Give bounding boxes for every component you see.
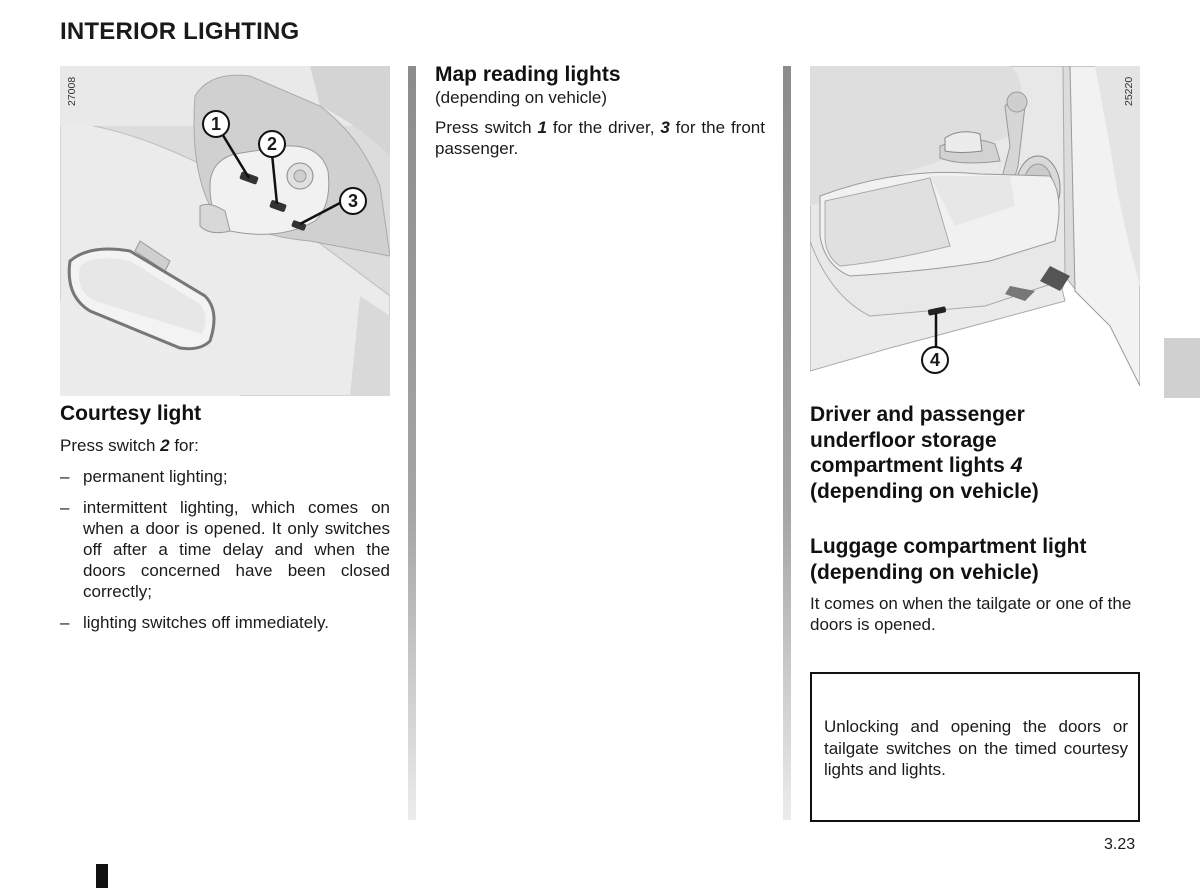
map-text-2: for the driver,	[546, 118, 661, 137]
underfloor-line-4: (depending on vehicle)	[810, 479, 1039, 503]
dash-bullet: –	[60, 613, 70, 632]
column-separator-right	[783, 66, 791, 820]
dash-bullet: –	[60, 498, 70, 517]
map-reading-heading: Map reading lights	[435, 63, 621, 86]
switch-number-1: 1	[537, 118, 547, 137]
light-number-4: 4	[1010, 454, 1023, 477]
figure-code: 27008	[66, 76, 78, 106]
underfloor-heading	[810, 402, 1140, 504]
luggage-line-1: Luggage compartment light	[810, 535, 1087, 558]
list-item-text: permanent lighting;	[83, 467, 228, 486]
courtesy-intro	[60, 435, 390, 456]
map-reading-body	[435, 117, 765, 159]
roof-console-illustration	[60, 66, 390, 396]
callout-3: 3	[339, 187, 367, 215]
dash-bullet: –	[60, 467, 70, 486]
list-item	[60, 497, 390, 602]
map-text-3: for the front passenger.	[435, 118, 765, 158]
map-text-1: Press switch	[435, 118, 538, 137]
list-item	[60, 466, 390, 487]
courtesy-intro-prefix: Press switch	[60, 436, 161, 455]
page-title: INTERIOR LIGHTING	[60, 18, 300, 45]
figure-code: 25220	[1123, 76, 1135, 106]
column-separator-left	[408, 66, 416, 820]
door-drawing	[810, 66, 1140, 386]
underfloor-line-2: underfloor storage	[810, 428, 997, 452]
list-item-text: intermittent lighting, which comes on when a door is opened. It only switches off after a time delay and when the doors concerned have been closed correctly;	[83, 498, 390, 601]
callout-1: 1	[202, 110, 230, 138]
crop-mark	[96, 864, 108, 888]
list-item-text: lighting switches off immediately.	[83, 613, 329, 632]
note-box	[810, 672, 1140, 822]
courtesy-light-heading: Courtesy light	[60, 402, 202, 425]
luggage-line-2: (depending on vehicle)	[810, 560, 1039, 584]
switch-number-3: 3	[660, 118, 670, 137]
courtesy-intro-suffix: for:	[169, 436, 199, 455]
underfloor-line-1: Driver and passenger	[810, 403, 1025, 426]
luggage-heading	[810, 534, 1140, 585]
courtesy-list	[60, 466, 390, 643]
underfloor-line-3: compartment lights	[810, 454, 1011, 477]
luggage-body: It comes on when the tailgate or one of the doors is opened.	[810, 594, 1132, 634]
chapter-tab	[1164, 338, 1200, 398]
door-illustration	[810, 66, 1140, 386]
note-text: Unlocking and opening the doors or tailgate switches on the timed courtesy lights and lights.	[824, 717, 1128, 779]
map-reading-subtitle: (depending on vehicle)	[435, 88, 608, 107]
switch-number-2: 2	[160, 436, 170, 455]
page-number: 3.23	[1104, 836, 1136, 853]
callout-4: 4	[921, 346, 949, 374]
list-item	[60, 612, 390, 633]
callout-2: 2	[258, 130, 286, 158]
